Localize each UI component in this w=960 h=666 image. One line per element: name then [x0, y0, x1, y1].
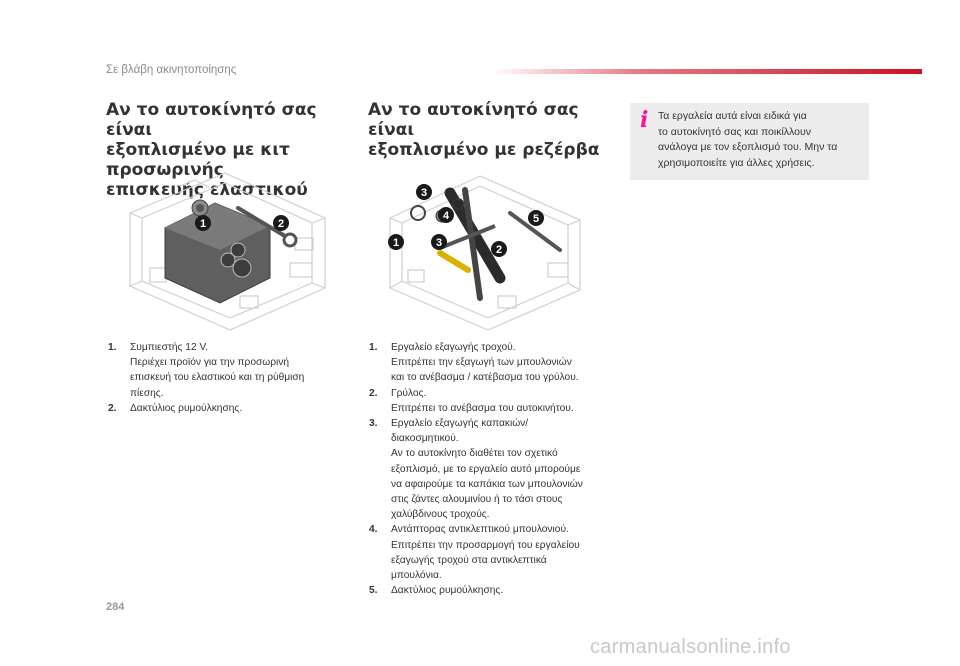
item-number: 1.	[108, 342, 117, 353]
right-heading-line: εξοπλισμένο με ρεζέρβα	[368, 140, 600, 160]
item-line: να αφαιρούμε τα καπάκια των μπουλονιών	[391, 478, 583, 490]
info-line: το αυτοκίνητό σας και ποικίλλουν	[658, 125, 811, 138]
svg-text:5: 5	[532, 213, 540, 225]
item-number: 3.	[369, 418, 378, 430]
callout-4	[438, 207, 454, 223]
item-line: πίεσης.	[130, 387, 164, 399]
right-heading-line: Αν το αυτοκίνητό σας είναι	[368, 100, 579, 140]
info-box	[630, 103, 869, 180]
svg-text:2: 2	[495, 244, 503, 256]
item-line: Εργαλείο εξαγωγής καπακιών/	[391, 418, 529, 430]
svg-text:2: 2	[277, 218, 285, 230]
list-item	[369, 522, 629, 583]
callout-3-bottom	[431, 234, 447, 250]
item-line: Περιέχει προϊόν για την προσωρινή	[130, 357, 290, 369]
svg-text:3: 3	[435, 237, 443, 249]
item-number: 2.	[369, 387, 378, 399]
info-line: Τα εργαλεία αυτά είναι ειδικά για	[658, 110, 807, 122]
item-line: στις ζάντες αλουμινίου ή το τάσι στους	[391, 494, 563, 506]
list-item	[369, 386, 629, 416]
list-item	[108, 340, 358, 401]
right-heading	[368, 100, 628, 160]
callout-1	[388, 234, 404, 250]
info-text	[658, 109, 863, 171]
left-item-list	[108, 340, 358, 416]
callout-5	[528, 210, 544, 226]
watermark: carmanualsonline.info	[590, 636, 791, 658]
item-number: 5.	[369, 585, 378, 597]
svg-text:3: 3	[420, 187, 428, 199]
item-number: 2.	[108, 402, 117, 414]
item-line: εξοπλισμό, με το εργαλείο αυτό μπορούμε	[391, 463, 581, 475]
item-line: Επιτρέπει την εξαγωγή των μπουλονιών	[391, 357, 572, 369]
item-number: 4.	[369, 524, 378, 536]
item-line: Αντάπτορας αντικλεπτικού μπουλονιού.	[391, 524, 569, 536]
left-heading-line: επισκευής ελαστικού	[106, 180, 308, 200]
list-item	[369, 583, 629, 598]
callout-2	[491, 241, 507, 257]
section-title: Σε βλάβη ακινητοποίησης	[106, 64, 237, 76]
callout-1	[195, 215, 211, 231]
item-line: Αν το αυτοκίνητο διαθέτει τον σχετικό	[391, 448, 558, 460]
item-line: Εργαλείο εξαγωγής τροχού.	[391, 342, 516, 353]
item-line: Επιτρέπει το ανέβασμα του αυτοκινήτου.	[391, 402, 574, 414]
page-number: 284	[106, 601, 125, 613]
item-line: χαλύβδινους τροχούς.	[391, 509, 490, 521]
svg-text:1: 1	[392, 237, 400, 249]
header-accent-rule	[490, 69, 922, 74]
left-heading-line: εξοπλισμένο με κιτ προσωρινής	[106, 140, 290, 180]
info-line: χρησιμοποιείτε για άλλες χρήσεις.	[658, 156, 815, 169]
item-number: 1.	[369, 342, 378, 353]
item-line: Δακτύλιος ρυμούλκησης.	[391, 585, 504, 597]
callout-3-top	[416, 184, 432, 200]
left-heading-line: Αν το αυτοκίνητό σας είναι	[106, 100, 317, 140]
list-item	[369, 340, 629, 386]
item-line: Συμπιεστής 12 V.	[130, 342, 209, 353]
spare-wheel-tools-illustration	[380, 168, 590, 333]
item-line: επισκευή του ελαστικού και τη ρύθμιση	[130, 372, 305, 384]
item-line: εξαγωγής τροχού στα αντικλεπτικά	[391, 554, 547, 566]
item-line: Επιτρέπει την προσαρμογή του εργαλείου	[391, 539, 580, 551]
item-line: Δακτύλιος ρυμούλκησης.	[130, 402, 243, 414]
item-line: και το ανέβασμα / κατέβασμα του γρύλου.	[391, 372, 579, 384]
callout-2	[273, 215, 289, 231]
item-line: Γρύλος.	[391, 387, 427, 399]
list-item	[108, 401, 358, 416]
svg-text:4: 4	[442, 210, 450, 222]
repair-kit-illustration	[120, 168, 335, 333]
right-item-list	[369, 340, 629, 598]
item-line: μπουλόνια.	[391, 570, 442, 582]
list-item	[369, 416, 629, 522]
svg-text:1: 1	[199, 218, 207, 230]
info-line: ανάλογα με τον εξοπλισμό του. Μην τα	[658, 141, 838, 153]
info-icon: i	[640, 107, 649, 133]
item-line: διακοσμητικού.	[391, 433, 459, 445]
